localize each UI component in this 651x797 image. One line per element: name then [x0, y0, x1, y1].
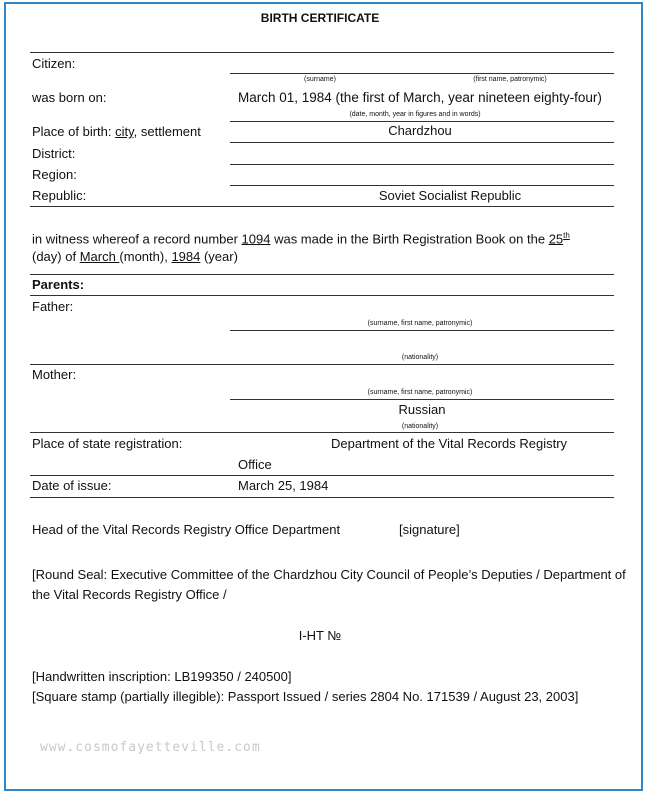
series-number: I-HT №: [298, 628, 342, 643]
handwritten-inscription: [Handwritten inscription: LB199350 / 240500]: [32, 669, 292, 684]
divider: [30, 274, 614, 275]
divider: [30, 497, 614, 498]
first-name-caption: (first name, patronymic): [473, 76, 547, 83]
divider: [30, 52, 614, 53]
divider: [30, 206, 614, 207]
square-stamp: [Square stamp (partially illegible): Passport Issued / series 2804 No. 171539 / August 23, 2003]: [32, 689, 579, 704]
father-nationality-caption: (nationality): [401, 354, 439, 361]
father-name-caption: (surname, first name, patronymic): [367, 320, 473, 327]
birth-date-caption: (date, month, year in figures and in words): [349, 111, 481, 118]
divider: [30, 364, 614, 365]
district-label: District:: [32, 146, 76, 161]
place-of-birth-label: Place of birth: city, settlement: [32, 124, 201, 139]
mother-name-line: [230, 399, 614, 400]
registration-place-value-2: Office: [238, 457, 272, 472]
father-name-line: [230, 330, 614, 331]
mother-nationality-value: Russian: [398, 402, 446, 417]
citizen-line: [230, 73, 614, 74]
birth-date-line: [230, 121, 614, 122]
divider: [30, 475, 614, 476]
parents-heading: Parents:: [32, 277, 85, 292]
signature-placeholder: [signature]: [399, 522, 460, 537]
mother-label: Mother:: [32, 367, 77, 382]
registration-place-value-1: Department of the Vital Records Registry: [331, 436, 568, 451]
registration-place-label: Place of state registration:: [32, 436, 183, 451]
surname-caption: (surname): [304, 76, 336, 83]
record-line-1: in witness whereof a record number 1094 was made in the Birth Registration Book on the 25th: [32, 231, 570, 247]
watermark: www.cosmofayetteville.com: [40, 740, 261, 755]
mother-nationality-caption: (nationality): [401, 423, 439, 430]
divider: [30, 432, 614, 433]
page-title: BIRTH CERTIFICATE: [260, 11, 380, 25]
born-on-label: was born on:: [32, 90, 107, 105]
record-line-2: (day) of March (month), 1984 (year): [32, 249, 238, 264]
date-of-issue-value: March 25, 1984: [238, 478, 329, 493]
divider: [30, 295, 614, 296]
date-of-issue-label: Date of issue:: [32, 478, 112, 493]
seal-line-2: the Vital Records Registry Office /: [32, 587, 227, 602]
place-of-birth-value: Chardzhou: [388, 123, 452, 138]
seal-line-1: [Round Seal: Executive Committee of the Chardzhou City Council of People’s Deputies / Department of: [32, 567, 626, 582]
region-label: Region:: [32, 167, 77, 182]
district-line: [230, 164, 614, 165]
republic-label: Republic:: [32, 188, 87, 203]
citizen-label: Citizen:: [32, 56, 76, 71]
mother-name-caption: (surname, first name, patronymic): [367, 389, 473, 396]
region-line: [230, 185, 614, 186]
father-label: Father:: [32, 299, 74, 314]
head-of-office-label: Head of the Vital Records Registry Office Department: [32, 522, 341, 537]
birth-date-value: March 01, 1984 (the first of March, year nineteen eighty-four): [238, 90, 602, 105]
place-of-birth-line: [230, 142, 614, 143]
republic-value: Soviet Socialist Republic: [378, 188, 522, 203]
